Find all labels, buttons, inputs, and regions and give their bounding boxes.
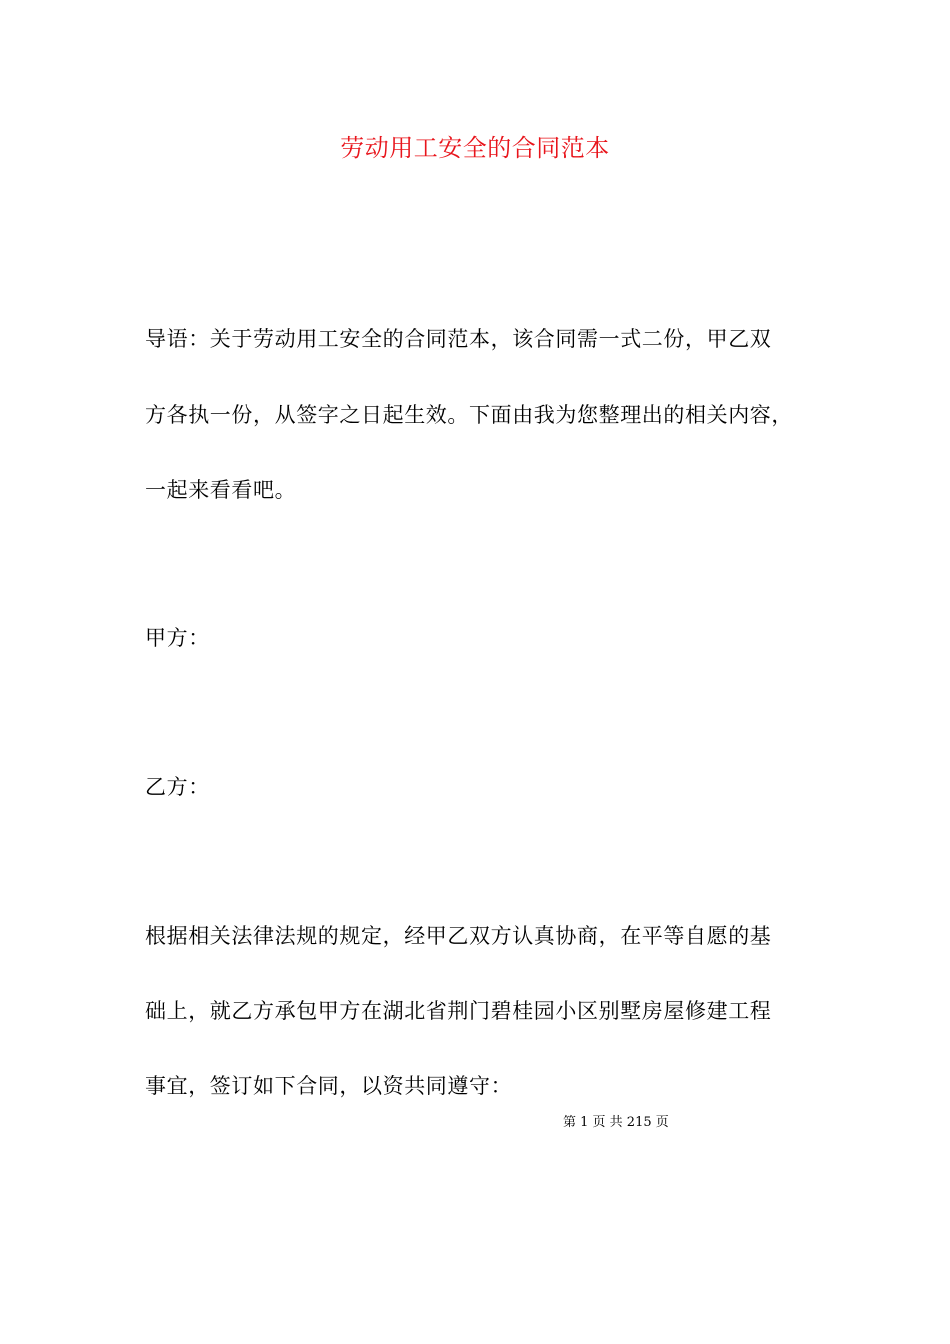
body-line-3: 事宜，签订如下合同，以资共同遵守： xyxy=(145,1074,513,1098)
party-a-label: 甲方： xyxy=(145,626,210,650)
party-b-label: 乙方： xyxy=(145,775,210,799)
intro-line-2: 方各执一份，从签字之日起生效。下面由我为您整理出的相关内容， xyxy=(145,403,793,427)
intro-line-3: 一起来看看吧。 xyxy=(145,478,297,502)
document-title: 劳动用工安全的合同范本 xyxy=(340,134,610,162)
page-number-footer: 第 1 页 共 215 页 xyxy=(563,1115,669,1130)
body-line-2: 础上，就乙方承包甲方在湖北省荆门碧桂园小区别墅房屋修建工程 xyxy=(145,999,772,1023)
intro-line-1: 导语：关于劳动用工安全的合同范本，该合同需一式二份，甲乙双 xyxy=(145,327,772,351)
body-line-1: 根据相关法律法规的规定，经甲乙双方认真协商，在平等自愿的基 xyxy=(145,924,772,948)
